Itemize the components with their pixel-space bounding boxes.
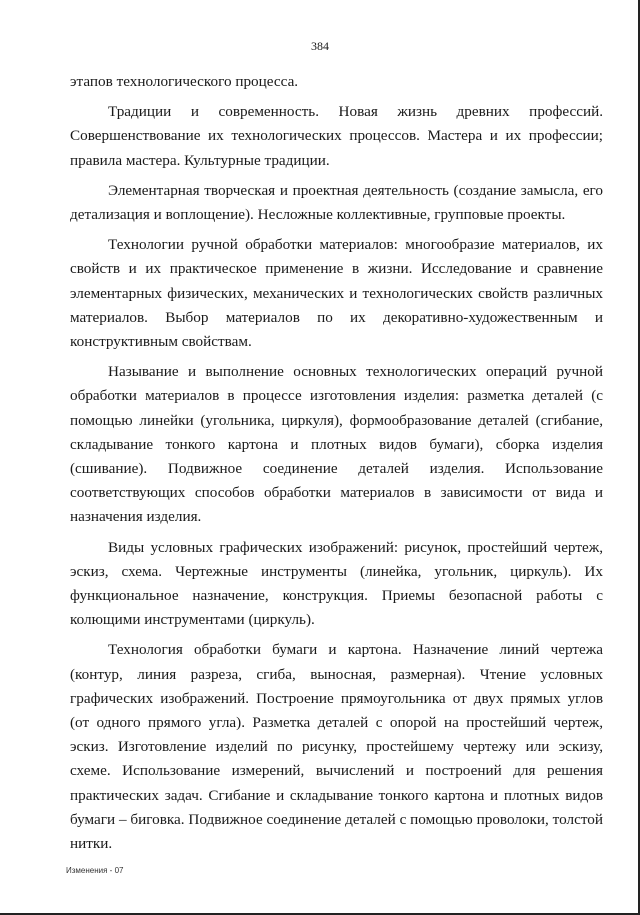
paragraph-continuation: этапов технологического процесса. bbox=[70, 73, 299, 90]
paragraph-creative-activity: Элементарная творческая и проектная деятельность (создание замысла, его детализация и воплощение). Несложные коллективные, групповые проекты. bbox=[70, 181, 603, 224]
paragraph-traditions: Традиции и современность. Новая жизнь древних профессий. Совершенствование их технологических процессов. Мастера и их профессии; правила мастера. Культурные традиции. bbox=[70, 103, 603, 169]
paragraph-technological-operations: Называние и выполнение основных технологических операций ручной обработки материалов в процессе изготовления изделия: разметка деталей (с помощью линейки (угольника, циркуля), формообразование деталей (сгибание, складывание тонкого картона и плотных видов бумаги), сборка изделия (сшивание). Подвижное соединение деталей изделия. Использование соответствующих способов обработки материалов в зависимости от вида и назначения изделия. bbox=[70, 363, 603, 526]
paragraph-graphic-images: Виды условных графических изображений: рисунок, простейший чертеж, эскиз, схема. Чертежные инструменты (линейка, угольник, циркуль). Их функциональное назначение, конструкция. Приемы безопасной работы с колющими инструментами (циркуль). bbox=[70, 538, 603, 629]
page-number: 384 bbox=[311, 39, 329, 53]
page-footer: Изменения - 07 bbox=[66, 866, 124, 875]
paragraph-paper-technology: Технология обработки бумаги и картона. Назначение линий чертежа (контур, линия разреза, сгиба, выносная, размерная). Чтение условных графических изображений. Построение прямоугольника от двух прямых углов (от одного прямого угла). Разметка деталей с опорой на простейший чертеж, эскиз. Изготовление изделий по рисунку, простейшему чертежу или эскизу, схеме. Использование измерений, вычислений и построений для решения практических задач. Сгибание и складывание тонкого картона и плотных видов бумаги – биговка. Подвижное соединение деталей с помощью проволоки, толстой нитки. bbox=[70, 641, 603, 853]
paragraph-manual-processing: Технологии ручной обработки материалов: многообразие материалов, их свойств и их практическое применение в жизни. Исследование и сравнение элементарных физических, механических и технологических свойств различных материалов. Выбор материалов по их декоративно-художественным и конструктивным свойствам. bbox=[70, 236, 603, 351]
document-body bbox=[70, 70, 603, 856]
